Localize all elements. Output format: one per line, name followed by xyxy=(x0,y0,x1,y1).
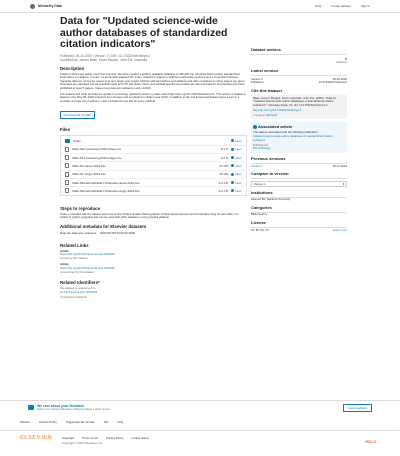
view-link[interactable]: View xyxy=(235,180,242,185)
divider xyxy=(251,178,347,179)
footer-link-cookie[interactable]: Cookie Notice xyxy=(131,436,149,440)
file-size: 81 MB xyxy=(219,163,228,168)
file-row[interactable] xyxy=(61,178,246,186)
citations-count: 0 xyxy=(344,56,347,61)
version-labels xyxy=(251,78,279,85)
categories-value: Bibliometrics xyxy=(251,211,267,216)
assoc-heading-text: Associated article xyxy=(257,124,293,130)
published-line: Published: 06-10-2020 | Version 2 | DOI: 10.17632/btchxktzyw.2 xyxy=(60,53,151,58)
footer-nav-faq[interactable]: FAQ xyxy=(117,420,124,424)
previous-version-row xyxy=(251,165,347,169)
view-link[interactable]: View xyxy=(235,147,242,152)
footer-nav-api[interactable]: API xyxy=(103,420,109,424)
footer xyxy=(0,430,400,456)
view-link[interactable]: View xyxy=(235,172,242,177)
description-p1: Citation metrics are widely used and misused. We have created a publicly available database of 100,000 top scientists that provides standardized information on citations, h-index, co-authorship adjusted hm-index, citations to papers in different authorship positions and a composite indicator. Separate data are shown for career-long and single year impact. Metrics with and without self-citations and ratio of citations to citing papers are given. Scientists are classified into 22 scientific fields and 176 sub-fields. Field- and subfield-specific percentiles are also provided for all scientists who have published at least 5 papers. Career-long data are updated to end-of-2019. xyxy=(60,71,246,91)
download-icon[interactable] xyxy=(231,139,234,142)
datacite-note: *provided by DataCite xyxy=(60,295,88,300)
mendeley-logo-icon xyxy=(30,4,35,9)
citation-link[interactable]: http://dx.doi.org/10.17632/btchxktzyw.2 xyxy=(253,108,302,113)
citations-metric xyxy=(251,56,347,65)
view-link[interactable]: View xyxy=(235,163,242,168)
related-note: is described by this dataset xyxy=(60,269,94,274)
cite-heading: Cite this dataset xyxy=(251,87,282,93)
file-row[interactable] xyxy=(61,153,246,161)
footer-nav-file-formats[interactable]: Suggested file formats xyxy=(65,420,95,424)
related-link[interactable]: https://doi.org/10.1371/journal.pbio.3000384 xyxy=(60,252,115,257)
assoc-pub-label: Published in: xyxy=(253,142,270,147)
download-icon[interactable] xyxy=(231,148,234,151)
license-value: CC BY NC 3.0 xyxy=(251,227,269,232)
description-p2: The dataset and code provides an update to previously released (version 1) data under https://doi.org/10.17632/btchxktzyw.1; The version 2 dataset is based on the May 06, 2020 snapshot from Scopus and is updated to citation year 2019. In addition to the tool joined and dataset gives a sort to it provides a longer list of authors; it also includes the top 2% for every subfield. xyxy=(60,91,246,103)
related-identifiers-heading: Related Identifiers* xyxy=(60,280,100,286)
view-link[interactable]: View xyxy=(235,188,242,193)
footer-link-copyright[interactable]: Copyright xyxy=(62,436,74,440)
elsevier-logo[interactable]: ELSEVIER xyxy=(20,435,53,441)
download-all-button[interactable]: Download All (21 MB) xyxy=(60,111,95,119)
contributors-line: Contributors: Jeroen Baas, Kevin Boyack, John P.A. Ioannidis xyxy=(60,57,147,62)
file-size: 80 MB xyxy=(219,172,228,177)
associated-article xyxy=(251,122,347,152)
previous-version-date: 06-07-2019 xyxy=(332,163,347,168)
file-icon xyxy=(65,155,69,160)
assoc-journal-link[interactable]: PLOS Biology xyxy=(253,146,271,151)
download-icon[interactable] xyxy=(231,189,234,192)
file-icon xyxy=(65,147,69,152)
footer-copyright: Copyright © 2021 Mendeley Ltd. xyxy=(62,441,103,445)
published-label: Published xyxy=(251,80,264,85)
file-icon xyxy=(65,180,69,185)
download-icon[interactable] xyxy=(231,156,234,159)
feedback-icon xyxy=(28,405,34,410)
main-column xyxy=(60,16,247,300)
footer-nav xyxy=(0,420,400,424)
mendeley-logo[interactable] xyxy=(30,4,62,9)
institutions-heading: Institutions xyxy=(251,190,273,196)
copy-button[interactable]: □ Copy to clipboard xyxy=(253,112,278,117)
metrics-heading: Dataset metrics xyxy=(251,47,281,52)
collected-value: 2020-05-06T10:00:00.000Z xyxy=(100,230,136,235)
version-label: Version 2 xyxy=(251,76,263,81)
file-row[interactable] xyxy=(61,145,246,153)
footer-nav-mission[interactable]: Mission xyxy=(20,420,30,424)
file-name: Table-S10-careerlong-2019-career.csv xyxy=(72,147,122,152)
footer-link-privacy[interactable]: Privacy Policy xyxy=(106,436,124,440)
logo-text: Mendeley Data xyxy=(38,4,62,8)
file-size: 213 KB xyxy=(218,180,228,185)
file-name: Table-S7-singlyr-2019.xlsx xyxy=(72,172,106,177)
citations-label: Citations xyxy=(336,60,347,64)
citation-text: Baas, Jeroen; Boyack, Kevin; Ioannidis, John P.A. (2020), "Data for "Updated science-wide author databases of standardized citation indicators"", Mendeley Data, V2, doi: 10.17632/btchxktzyw.2 xyxy=(253,95,337,107)
citation-box xyxy=(251,95,347,120)
assoc-text: This data is associated with the following publication: xyxy=(253,129,319,134)
file-row[interactable] xyxy=(61,161,246,169)
relx-logo[interactable]: RELX xyxy=(365,439,376,444)
related-links-heading: Related Links xyxy=(60,242,89,248)
license-heading: License xyxy=(251,219,266,225)
categories-heading: Categories xyxy=(251,204,272,210)
published-date: 06-10-2020 xyxy=(332,76,347,81)
related-link[interactable]: https://doi.org/10.1371/journal.pbio.3000918 xyxy=(60,266,115,271)
header-nav xyxy=(315,4,370,8)
related-type: Article xyxy=(60,262,69,267)
assoc-title-link[interactable]: Updated science-wide author databases of standardized citation indicators xyxy=(253,134,333,142)
institutions-value: Elsevier BV, Stanford University xyxy=(251,197,291,202)
version-doi: 10.17632/btchxktzyw.2 xyxy=(318,80,347,85)
sidebar xyxy=(251,44,347,232)
file-size: 221 KB xyxy=(218,188,228,193)
assoc-heading xyxy=(253,124,345,129)
feedback-title: We care about your feedback xyxy=(37,403,85,408)
chevron-down-icon: ▾ xyxy=(342,182,344,187)
folder-icon xyxy=(65,139,70,143)
version-info xyxy=(251,78,347,85)
view-link[interactable]: View xyxy=(235,155,242,160)
file-name: /Code xyxy=(73,138,81,143)
file-row[interactable] xyxy=(61,170,246,178)
download-icon[interactable] xyxy=(231,181,234,184)
feedback-bar xyxy=(0,400,400,414)
file-icon xyxy=(65,163,69,168)
related-type: Article xyxy=(60,248,69,253)
file-row[interactable] xyxy=(61,136,246,144)
file-icon xyxy=(65,172,69,177)
file-row[interactable] xyxy=(61,186,246,194)
files-heading: Files xyxy=(60,127,71,133)
version-values xyxy=(279,78,347,85)
feedback-text xyxy=(37,404,110,412)
divider xyxy=(251,75,347,76)
file-size: 114 B xyxy=(220,147,228,152)
additional-row xyxy=(60,231,247,235)
compare-heading: Compare to version xyxy=(251,171,289,177)
files-list xyxy=(60,135,247,195)
view-link[interactable]: View xyxy=(235,138,242,143)
collected-label: Date the data was collected: xyxy=(60,230,97,235)
previous-version-link[interactable]: Version 1 xyxy=(251,163,263,168)
page-title: Data for "Updated science-wide author databases of standardized citation indicators" xyxy=(60,15,228,50)
related-note: is cited by this dataset xyxy=(60,255,88,260)
file-size: 116 B xyxy=(220,155,228,160)
nav-sign-in[interactable]: Sign in xyxy=(360,4,370,8)
steps-heading: Steps to reproduce xyxy=(60,205,101,211)
download-icon[interactable] xyxy=(231,173,234,176)
steps-text: Code is provided with the dataset and runs on the ICSR Lab data sharing platform (https://www.elsevier.com/icsr/icsrlab) using Scopus data. It is written in python (pyspark) and can be used with other datasets on any pyspark platform. xyxy=(60,211,239,220)
file-name: Table-S8-Field-Subfield-Thresholds-career-2019.xlsx xyxy=(72,180,140,185)
description-heading: Description xyxy=(60,65,85,71)
download-icon[interactable] xyxy=(231,164,234,167)
identifier-link[interactable]: 10.1371/journal.pbio.3000918 xyxy=(60,289,98,294)
file-name: Table-S6-career-2019.xlsx xyxy=(72,163,106,168)
nav-create-dataset[interactable]: Create dataset xyxy=(331,4,351,8)
send-feedback-button[interactable]: Send feedback xyxy=(343,404,372,412)
file-icon xyxy=(65,188,69,193)
license-learn-more[interactable]: Learn more xyxy=(332,227,347,232)
divider xyxy=(251,54,347,55)
additional-heading: Additional metadata for Elsevier datasets xyxy=(60,223,147,229)
nav-faq[interactable]: FAQ xyxy=(315,4,322,8)
previous-versions-heading: Previous versions xyxy=(251,155,286,161)
identifier-note: this dataset is supplement to xyxy=(60,286,96,291)
file-name: Table-S9-Field-Subfield-Thresholds-singlyr-2019.xlsx xyxy=(72,188,140,193)
feedback-subtitle: Help us to improve Mendeley Data by taking a short survey xyxy=(37,406,111,411)
footer-nav-archive-policy[interactable]: Archive Policy xyxy=(38,420,57,424)
compare-select[interactable] xyxy=(251,181,347,187)
compare-value: Version 1 xyxy=(254,182,266,187)
file-name: Table-S11-careerlong-2019-singlyr.csv xyxy=(72,155,122,160)
license-row xyxy=(251,229,347,233)
latest-version-heading: Latest version xyxy=(251,67,279,73)
copy-label: Copy to clipboard xyxy=(255,112,278,117)
top-header xyxy=(0,0,400,13)
footer-link-terms[interactable]: Terms of use xyxy=(81,436,98,440)
info-icon xyxy=(253,125,257,129)
